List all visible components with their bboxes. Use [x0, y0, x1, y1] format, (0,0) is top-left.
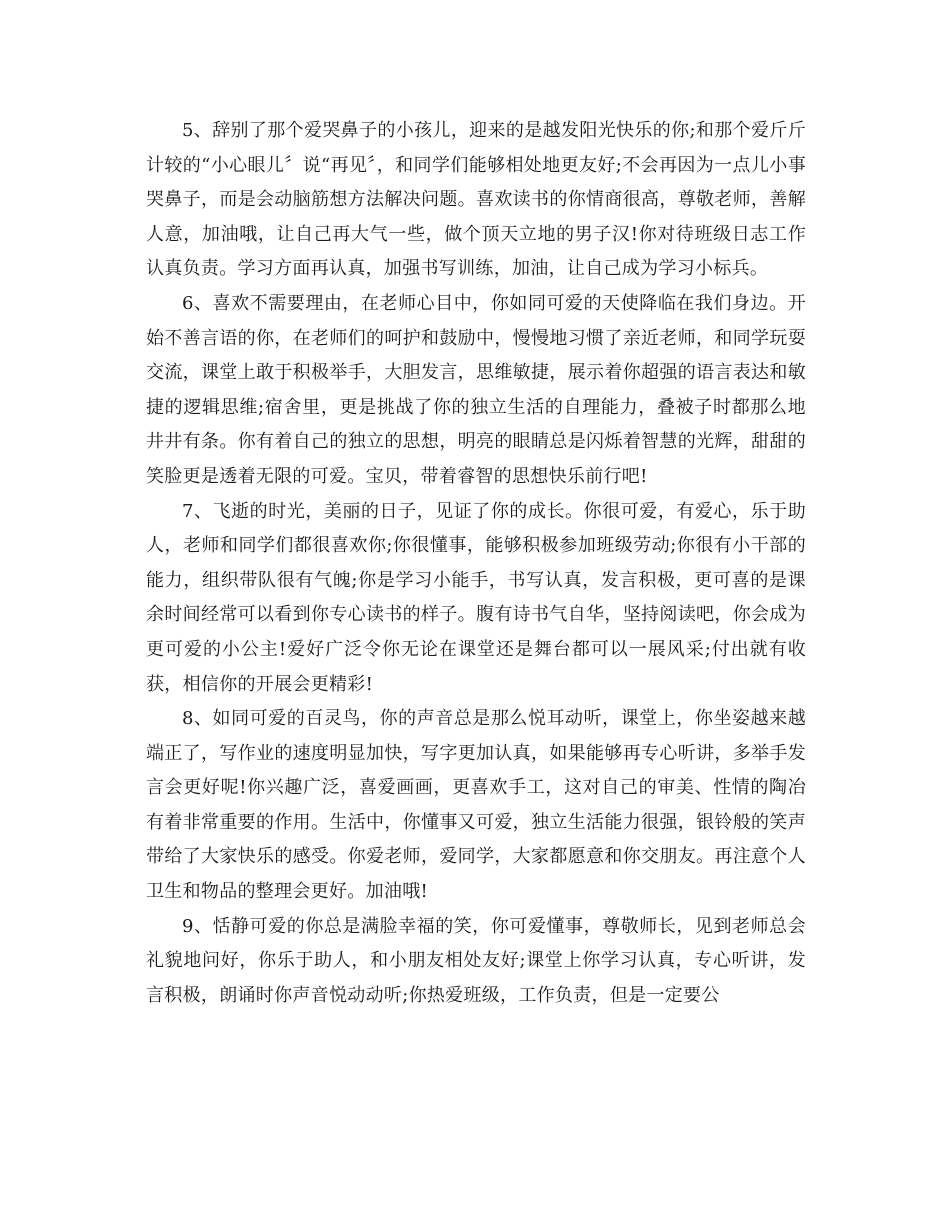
paragraph-9: 9、恬静可爱的你总是满脸幸福的笑，你可爱懂事，尊敬师长，见到老师总会礼貌地问好，你乐于助人，和小朋友相处友好;课堂上你学习认真，专心听讲，发言积极，朗诵时你声音悦动动听;你热爱班级，工作负责，但是一定要公 [146, 915, 806, 1006]
paragraph-5: 5、辞别了那个爱哭鼻子的小孩儿，迎来的是越发阳光快乐的你;和那个爱斤斤计较的“小心眼儿〞说“再见〞，和同学们能够相处地更友好;不会再因为一点儿小事哭鼻子，而是会动脑筋想方法解决问题。喜欢读书的你情商很高，尊敬老师，善解人意，加油哦，让自己再大气一些，做个顶天立地的男子汉!你对待班级日志工作认真负责。学习方面再认真，加强书写训练，加油，让自己成为学习小标兵。 [146, 120, 806, 280]
document-body [146, 114, 806, 1013]
paragraph-8: 8、如同可爱的百灵鸟，你的声音总是那么悦耳动听，课堂上，你坐姿越来越端正了，写作业的速度明显加快，写字更加认真，如果能够再专心听讲，多举手发言会更好呢!你兴趣广泛，喜爱画画，更喜欢手工，这对自己的审美、性情的陶冶有着非常重要的作用。生活中，你懂事又可爱，独立生活能力很强，银铃般的笑声带给了大家快乐的感受。你爱老师，爱同学，大家都愿意和你交朋友。再注意个人卫生和物品的整理会更好。加油哦! [146, 708, 806, 903]
paragraph-7: 7、飞逝的时光，美丽的日子，见证了你的成长。你很可爱，有爱心，乐于助人，老师和同学们都很喜欢你;你很懂事，能够积极参加班级劳动;你很有小干部的能力，组织带队很有气魄;你是学习小能手，书写认真，发言积极，更可喜的是课余时间经常可以看到你专心读书的样子。腹有诗书气自华，坚持阅读吧，你会成为更可爱的小公主!爱好广泛令你无论在课堂还是舞台都可以一展风采;付出就有收获，相信你的开展会更精彩! [146, 500, 807, 695]
paragraph-6: 6、喜欢不需要理由，在老师心目中，你如同可爱的天使降临在我们身边。开始不善言语的你，在老师们的呵护和鼓励中，慢慢地习惯了亲近老师，和同学玩耍交流，课堂上敢于积极举手，大胆发言，思维敏捷，展示着你超强的语言表达和敏捷的逻辑思维;宿舍里，更是挑战了你的独立生活的自理能力，叠被子时都那么地井井有条。你有着自己的独立的思想，明亮的眼睛总是闪烁着智慧的光辉，甜甜的笑脸更是透着无限的可爱。宝贝，带着睿智的思想快乐前行吧! [146, 292, 806, 487]
